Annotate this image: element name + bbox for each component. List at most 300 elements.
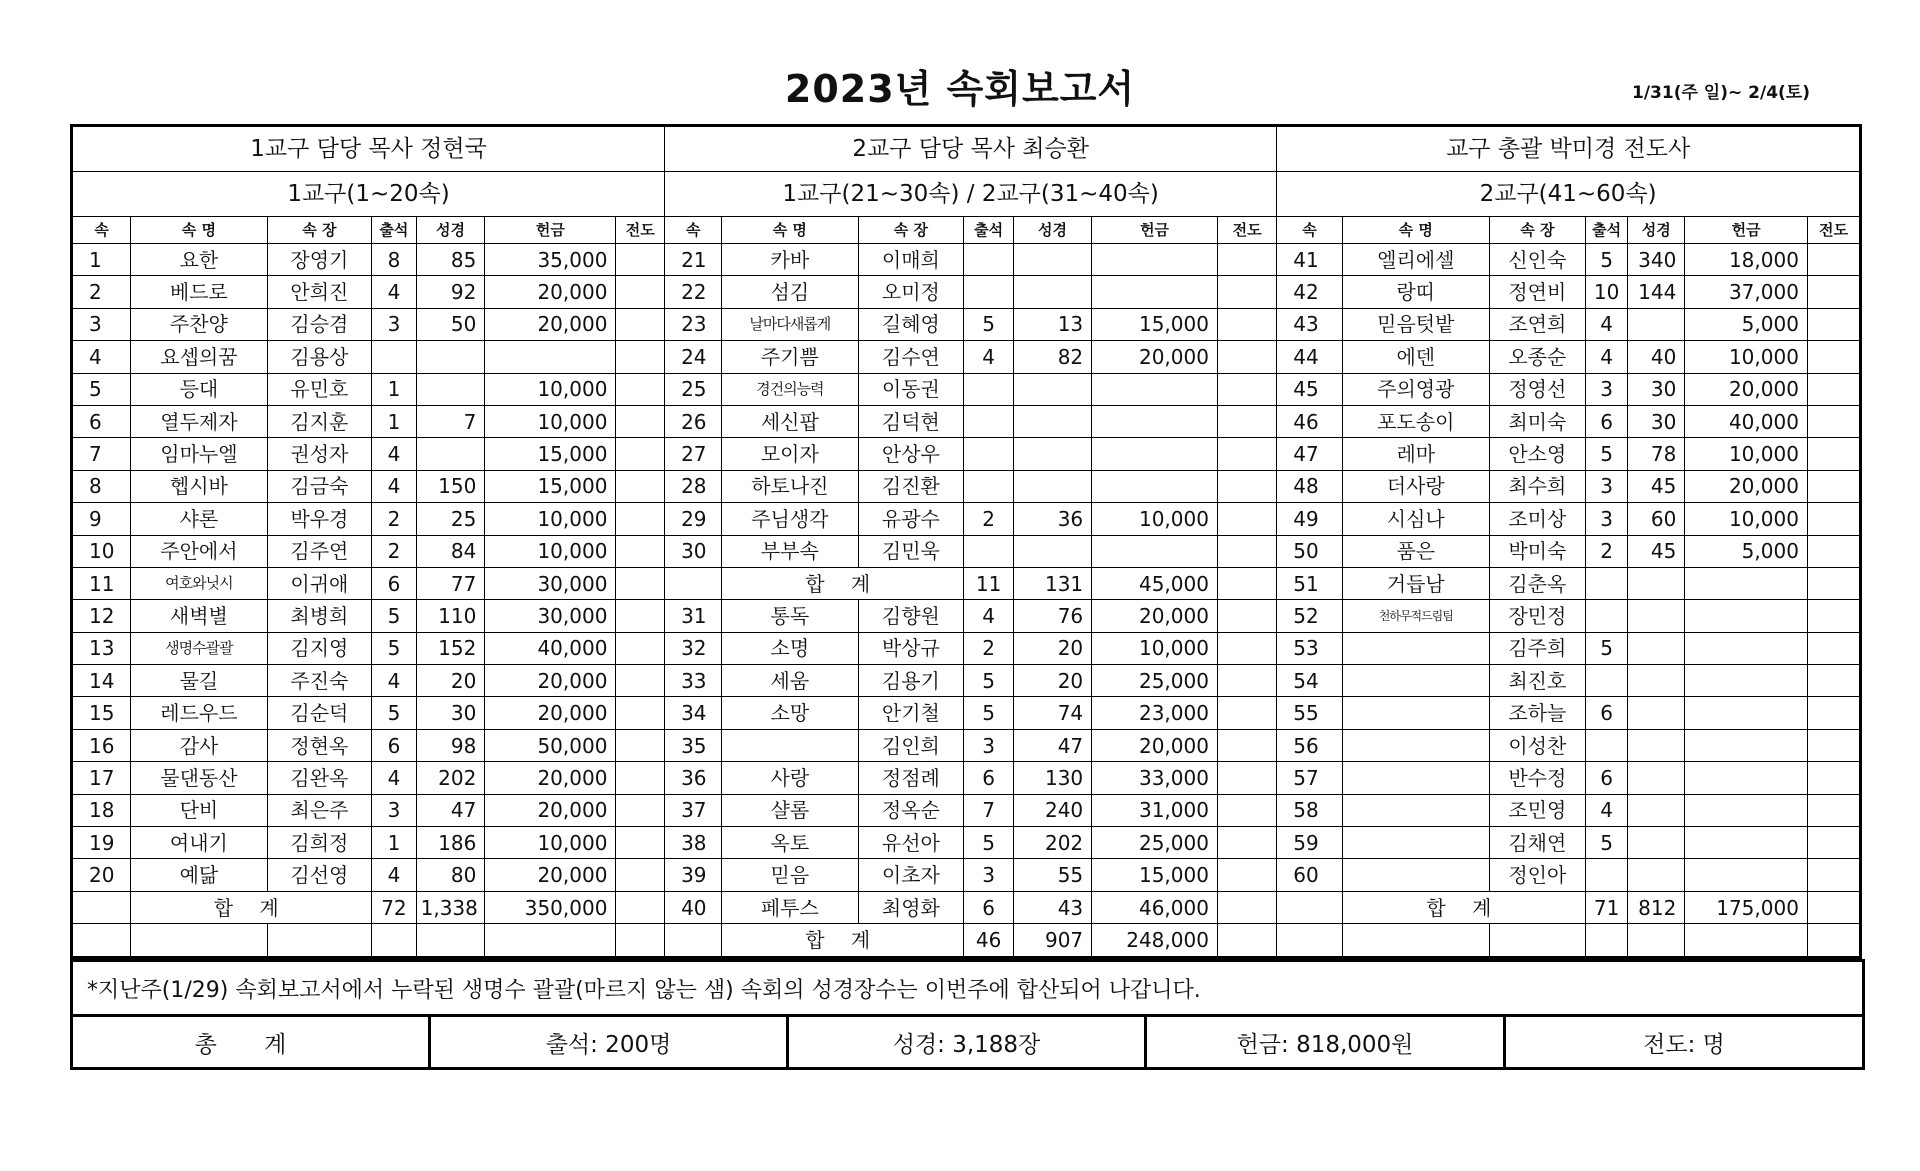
bible-count: [1013, 405, 1091, 437]
bible-count: [1628, 794, 1685, 826]
evangelism: [1807, 308, 1860, 340]
offering: 40,000: [485, 632, 616, 664]
offering: 20,000: [1685, 373, 1808, 405]
attendance: 7: [964, 794, 1014, 826]
empty-cell: [1489, 924, 1585, 957]
attendance: 10: [1585, 276, 1627, 308]
offering: 20,000: [485, 762, 616, 794]
attendance: [964, 276, 1014, 308]
bible-count: [1628, 697, 1685, 729]
group-leader: 김주연: [267, 535, 372, 567]
report-title: 2023년 속회보고서: [784, 67, 1136, 111]
group-leader: 오미정: [858, 276, 964, 308]
subtotal-attendance: 11: [964, 567, 1014, 599]
subtotal-attendance: 46: [964, 924, 1014, 957]
bible-count: 74: [1013, 697, 1091, 729]
attendance: 4: [372, 665, 416, 697]
evangelism: [1217, 859, 1276, 891]
grand-total-bible: 성경: 3,188장: [788, 1016, 1146, 1069]
offering: 50,000: [485, 729, 616, 761]
attendance: 5: [1585, 827, 1627, 859]
group-number: 21: [665, 244, 722, 276]
evangelism: [616, 308, 665, 340]
group-name: [1342, 697, 1489, 729]
offering: 20,000: [485, 276, 616, 308]
evangelism: [1807, 535, 1860, 567]
bible-count: 20: [1013, 632, 1091, 664]
group-number: 11: [72, 567, 131, 599]
group-name: 임마누엘: [131, 438, 267, 470]
group-leader: 유민호: [267, 373, 372, 405]
group-name: 하토나진: [722, 470, 858, 502]
group-number: 51: [1277, 567, 1343, 599]
attendance: 1: [372, 405, 416, 437]
subtotal-label: 합 계: [722, 924, 964, 957]
column-header: 속 명: [131, 217, 267, 244]
group-name: 감사: [131, 729, 267, 761]
group-leader: 김지영: [267, 632, 372, 664]
bible-count: [1013, 373, 1091, 405]
evangelism: [1217, 276, 1276, 308]
evangelism: [616, 697, 665, 729]
group-name: [1342, 632, 1489, 664]
group-number: 9: [72, 503, 131, 535]
column-header: 속 장: [1489, 217, 1585, 244]
offering: 10,000: [485, 503, 616, 535]
offering: [1685, 794, 1808, 826]
group-number: 37: [665, 794, 722, 826]
attendance: [964, 470, 1014, 502]
group-leader: 최은주: [267, 794, 372, 826]
group-number: 8: [72, 470, 131, 502]
column-header: 속 명: [1342, 217, 1489, 244]
evangelism: [616, 405, 665, 437]
evangelism: [1217, 600, 1276, 632]
empty-cell: [1807, 924, 1860, 957]
subtotal-blank: [665, 567, 722, 599]
offering: 10,000: [1685, 503, 1808, 535]
evangelism: [1807, 405, 1860, 437]
offering: [1092, 535, 1218, 567]
evangelism: [1217, 762, 1276, 794]
offering: 20,000: [485, 308, 616, 340]
empty-cell: [616, 924, 665, 957]
group-name: 경건의능력: [722, 373, 858, 405]
attendance: 5: [1585, 632, 1627, 664]
group-name: 생명수괄괄: [131, 632, 267, 664]
attendance: 4: [372, 859, 416, 891]
attendance: [964, 438, 1014, 470]
bible-count: [1013, 276, 1091, 308]
group-number: 24: [665, 341, 722, 373]
bible-count: 340: [1628, 244, 1685, 276]
group-name: [1342, 729, 1489, 761]
group-leader: 이성찬: [1489, 729, 1585, 761]
group-name: 레마: [1342, 438, 1489, 470]
offering: 10,000: [1092, 632, 1218, 664]
bible-count: 45: [1628, 535, 1685, 567]
evangelism: [616, 276, 665, 308]
grand-total-row: [72, 1016, 1864, 1069]
group-number: 38: [665, 827, 722, 859]
offering: 37,000: [1685, 276, 1808, 308]
group-leader: 박우경: [267, 503, 372, 535]
bible-count: 152: [416, 632, 485, 664]
evangelism: [1217, 794, 1276, 826]
attendance: 2: [964, 503, 1014, 535]
section-right: 2교구(41~60속): [1277, 172, 1861, 217]
subtotal-blank: [1807, 891, 1860, 923]
group-leader: 정점례: [858, 762, 964, 794]
table-row: [72, 827, 1861, 859]
group-number: 52: [1277, 600, 1343, 632]
group-leader: 김순덕: [267, 697, 372, 729]
table-row: [72, 567, 1861, 599]
bible-count: 110: [416, 600, 485, 632]
group-leader: 김희정: [267, 827, 372, 859]
bible-count: [1013, 535, 1091, 567]
bible-count: 30: [1628, 373, 1685, 405]
bible-count: 20: [1013, 665, 1091, 697]
bible-count: [1013, 438, 1091, 470]
empty-cell: [416, 924, 485, 957]
grand-total-offering: 헌금: 818,000원: [1146, 1016, 1505, 1069]
group-name: 모이자: [722, 438, 858, 470]
attendance: 3: [1585, 503, 1627, 535]
offering: 15,000: [1092, 308, 1218, 340]
group-number: 44: [1277, 341, 1343, 373]
group-number: 54: [1277, 665, 1343, 697]
group-leader: 주진숙: [267, 665, 372, 697]
offering: 30,000: [485, 600, 616, 632]
table-row: [72, 503, 1861, 535]
evangelism: [1807, 438, 1860, 470]
empty-cell: [72, 924, 131, 957]
group-leader: 반수정: [1489, 762, 1585, 794]
attendance: 5: [372, 632, 416, 664]
subtotal-offering: 175,000: [1685, 891, 1808, 923]
group-name: [1342, 762, 1489, 794]
group-leader: 김수연: [858, 341, 964, 373]
attendance: 5: [1585, 438, 1627, 470]
group-number: 4: [72, 341, 131, 373]
subtotal-label: 합 계: [722, 567, 964, 599]
group-name: 품은: [1342, 535, 1489, 567]
group-number: 28: [665, 470, 722, 502]
offering: [1685, 632, 1808, 664]
empty-cell: [1277, 924, 1343, 957]
group-name: 에덴: [1342, 341, 1489, 373]
group-leader: 이초자: [858, 859, 964, 891]
group-number: 40: [665, 891, 722, 923]
group-name: 시심나: [1342, 503, 1489, 535]
group-name: 세신팝: [722, 405, 858, 437]
group-leader: 정연비: [1489, 276, 1585, 308]
bible-count: 13: [1013, 308, 1091, 340]
group-number: 53: [1277, 632, 1343, 664]
attendance: 5: [372, 600, 416, 632]
table-row: [72, 859, 1861, 891]
group-number: 10: [72, 535, 131, 567]
attendance: 5: [964, 697, 1014, 729]
group-leader: 길혜영: [858, 308, 964, 340]
column-header: 출석: [1585, 217, 1627, 244]
offering: [1685, 827, 1808, 859]
evangelism: [1217, 665, 1276, 697]
subtotal-blank: [616, 891, 665, 923]
evangelism: [1217, 632, 1276, 664]
group-leader: 유광수: [858, 503, 964, 535]
group-name: 세움: [722, 665, 858, 697]
group-leader: 김덕현: [858, 405, 964, 437]
evangelism: [1807, 762, 1860, 794]
offering: 20,000: [1092, 729, 1218, 761]
date-range: 1/31(주 일)~ 2/4(토): [1632, 83, 1810, 103]
group-number: 46: [1277, 405, 1343, 437]
offering: 10,000: [1092, 503, 1218, 535]
group-number: 42: [1277, 276, 1343, 308]
attendance: 1: [372, 827, 416, 859]
offering: [1092, 438, 1218, 470]
column-header: 성경: [1628, 217, 1685, 244]
group-name: 엘리에셀: [1342, 244, 1489, 276]
evangelism: [1807, 341, 1860, 373]
table-row: [72, 244, 1861, 276]
bible-count: 130: [1013, 762, 1091, 794]
offering: 33,000: [1092, 762, 1218, 794]
group-number: 60: [1277, 859, 1343, 891]
offering: 25,000: [1092, 827, 1218, 859]
bible-count: 60: [1628, 503, 1685, 535]
evangelism: [616, 632, 665, 664]
group-number: 29: [665, 503, 722, 535]
group-leader: 권성자: [267, 438, 372, 470]
offering: 15,000: [1092, 859, 1218, 891]
bible-count: 20: [416, 665, 485, 697]
group-name: [1342, 794, 1489, 826]
bible-count: 186: [416, 827, 485, 859]
offering: 10,000: [485, 827, 616, 859]
evangelism: [1217, 729, 1276, 761]
attendance: 2: [372, 535, 416, 567]
group-number: 59: [1277, 827, 1343, 859]
column-header: 출석: [964, 217, 1014, 244]
offering: [1685, 567, 1808, 599]
group-leader: 김진환: [858, 470, 964, 502]
evangelism: [1807, 244, 1860, 276]
group-number: 49: [1277, 503, 1343, 535]
evangelism: [616, 244, 665, 276]
bible-count: 77: [416, 567, 485, 599]
column-header: 헌금: [1685, 217, 1808, 244]
group-number: 55: [1277, 697, 1343, 729]
offering: 30,000: [485, 567, 616, 599]
group-leader: 장민정: [1489, 600, 1585, 632]
offering: [1092, 276, 1218, 308]
group-number: 19: [72, 827, 131, 859]
offering: [1092, 470, 1218, 502]
subtotal-blank: [72, 891, 131, 923]
evangelism: [1807, 600, 1860, 632]
grand-total-evangelism: 전도: 명: [1505, 1016, 1864, 1069]
evangelism: [616, 762, 665, 794]
subtotal-bible: 1,338: [416, 891, 485, 923]
offering: 20,000: [485, 665, 616, 697]
group-leader: 정인아: [1489, 859, 1585, 891]
bible-count: 84: [416, 535, 485, 567]
group-leader: 최진호: [1489, 665, 1585, 697]
attendance: 3: [372, 308, 416, 340]
table-row: [72, 762, 1861, 794]
offering: [1685, 600, 1808, 632]
group-number: 26: [665, 405, 722, 437]
group-number: 20: [72, 859, 131, 891]
group-number: 22: [665, 276, 722, 308]
evangelism: [616, 567, 665, 599]
attendance: [1585, 859, 1627, 891]
bible-count: 80: [416, 859, 485, 891]
group-number: 33: [665, 665, 722, 697]
evangelism: [1217, 308, 1276, 340]
group-leader: 조하늘: [1489, 697, 1585, 729]
evangelism: [616, 470, 665, 502]
group-number: 13: [72, 632, 131, 664]
bible-count: [1628, 567, 1685, 599]
attendance: [1585, 567, 1627, 599]
group-number: 45: [1277, 373, 1343, 405]
evangelism: [1807, 276, 1860, 308]
group-leader: 박상규: [858, 632, 964, 664]
group-leader: 안상우: [858, 438, 964, 470]
attendance: 6: [964, 762, 1014, 794]
bible-count: 78: [1628, 438, 1685, 470]
group-number: 32: [665, 632, 722, 664]
attendance: 5: [372, 697, 416, 729]
bible-count: 76: [1013, 600, 1091, 632]
group-name: 요셉의꿈: [131, 341, 267, 373]
bible-count: [1628, 729, 1685, 761]
offering: 10,000: [1685, 341, 1808, 373]
evangelism: [1807, 373, 1860, 405]
subtotal-blank: [1217, 924, 1276, 957]
column-header: 속: [72, 217, 131, 244]
group-name: 등대: [131, 373, 267, 405]
subtotal-attendance: 71: [1585, 891, 1627, 923]
offering: [485, 341, 616, 373]
column-header: 헌금: [485, 217, 616, 244]
attendance: [1585, 729, 1627, 761]
group-name: 페투스: [722, 891, 858, 923]
group-number: 47: [1277, 438, 1343, 470]
attendance: 3: [1585, 373, 1627, 405]
offering: 20,000: [1092, 600, 1218, 632]
bible-count: 82: [1013, 341, 1091, 373]
offering: 10,000: [1685, 438, 1808, 470]
empty-cell: [372, 924, 416, 957]
group-leader: 조민영: [1489, 794, 1585, 826]
bible-count: [1628, 308, 1685, 340]
group-name: 주안에서: [131, 535, 267, 567]
offering: 10,000: [485, 405, 616, 437]
attendance: [964, 535, 1014, 567]
offering: 5,000: [1685, 308, 1808, 340]
bible-count: 98: [416, 729, 485, 761]
group-leader: 이매희: [858, 244, 964, 276]
bible-count: [1628, 827, 1685, 859]
bible-count: 47: [416, 794, 485, 826]
empty-cell: [1585, 924, 1627, 957]
offering: [1092, 244, 1218, 276]
evangelism: [1807, 729, 1860, 761]
empty-cell: [267, 924, 372, 957]
group-name: 주님생각: [722, 503, 858, 535]
table-row: [72, 924, 1861, 957]
column-header: 속 장: [267, 217, 372, 244]
group-name: 주의영광: [1342, 373, 1489, 405]
evangelism: [1807, 794, 1860, 826]
attendance: 4: [1585, 308, 1627, 340]
group-name: 사랑: [722, 762, 858, 794]
attendance: 4: [372, 470, 416, 502]
group-leader: 김주희: [1489, 632, 1585, 664]
subtotal-attendance: 72: [372, 891, 416, 923]
group-number: 2: [72, 276, 131, 308]
group-name: 통독: [722, 600, 858, 632]
bible-count: 50: [416, 308, 485, 340]
bible-count: [1628, 600, 1685, 632]
table-row: [72, 535, 1861, 567]
attendance: 4: [372, 276, 416, 308]
bible-count: 144: [1628, 276, 1685, 308]
group-number: 57: [1277, 762, 1343, 794]
attendance: 5: [964, 665, 1014, 697]
note-text: *지난주(1/29) 속회보고서에서 누락된 생명수 괄괄(마르지 않는 샘) 속회의 성경장수는 이번주에 합산되어 나갑니다.: [72, 961, 1864, 1016]
attendance: 5: [964, 827, 1014, 859]
group-name: 소명: [722, 632, 858, 664]
subtotal-label: 합 계: [131, 891, 372, 923]
group-leader: 정옥순: [858, 794, 964, 826]
group-name: 믿음: [722, 859, 858, 891]
group-leader: 박미숙: [1489, 535, 1585, 567]
column-header: 속: [665, 217, 722, 244]
group-name: 헵시바: [131, 470, 267, 502]
column-header: 헌금: [1092, 217, 1218, 244]
group-name: 새벽별: [131, 600, 267, 632]
group-name: 믿음텃밭: [1342, 308, 1489, 340]
attendance: 5: [1585, 244, 1627, 276]
attendance: 2: [372, 503, 416, 535]
attendance: 6: [1585, 405, 1627, 437]
evangelism: [616, 535, 665, 567]
group-number: 34: [665, 697, 722, 729]
group-name: 날마다새롭게: [722, 308, 858, 340]
evangelism: [1807, 697, 1860, 729]
table-row: [72, 697, 1861, 729]
offering: 15,000: [485, 470, 616, 502]
group-number: 1: [72, 244, 131, 276]
evangelism: [1807, 470, 1860, 502]
offering: 15,000: [485, 438, 616, 470]
group-leader: 조연희: [1489, 308, 1585, 340]
group-leader: 이동권: [858, 373, 964, 405]
column-header: 출석: [372, 217, 416, 244]
offering: 25,000: [1092, 665, 1218, 697]
subtotal-label: 합 계: [1342, 891, 1585, 923]
group-leader: 김금숙: [267, 470, 372, 502]
column-header: 속 명: [722, 217, 858, 244]
group-name: 열두제자: [131, 405, 267, 437]
column-header: 전도: [1217, 217, 1276, 244]
